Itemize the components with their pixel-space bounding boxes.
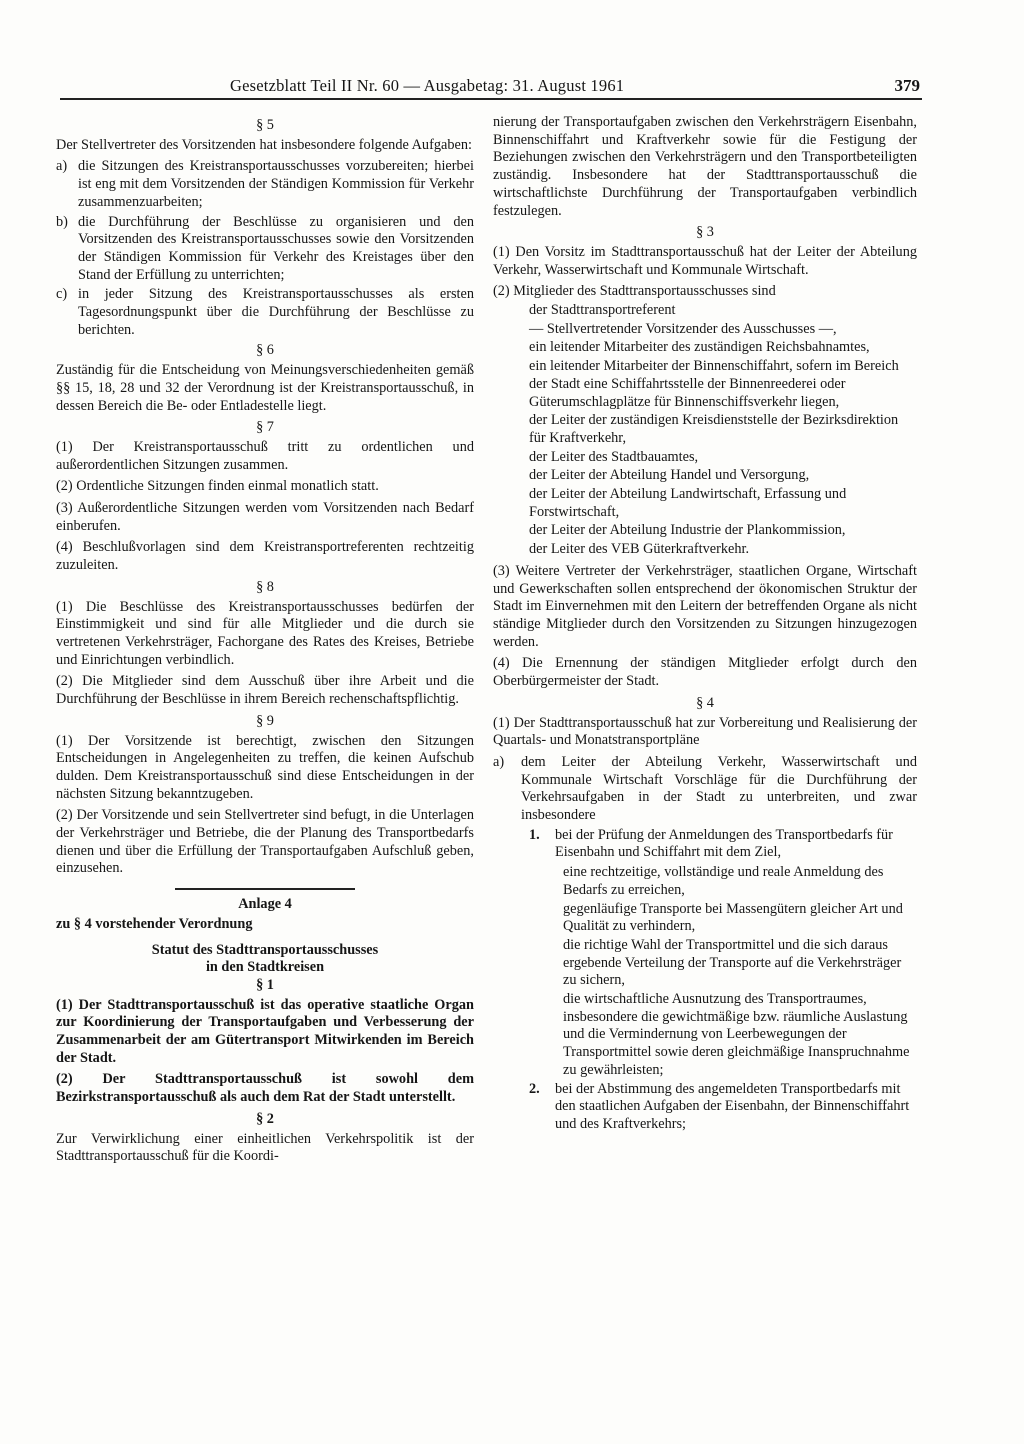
numbered-item: 1. bei der Prüfung der Anmeldungen des Transportbedarfs für Eisenbahn und Schiffahrt mit dem Ziel, bbox=[529, 826, 893, 861]
member-list-item: der Leiter der Abteilung Landwirtschaft, Erfassung und Forstwirtschaft, bbox=[529, 486, 847, 520]
header-title: Gesetzblatt Teil II Nr. 60 — Ausgabetag: 31. August 1961 bbox=[230, 76, 625, 95]
member-list-item: — Stellvertretender Vorsitzender des Ausschusses —, bbox=[529, 320, 837, 337]
section-2-continuation: nierung der Transportaufgaben zwischen den Verkehrsträgern Eisenbahn, Binnenschiffahrt und Kraftverkehr sowie für die Festigung der Beziehungen zwischen den Verkehrsträgern und den Transportbeteiligten zuständig. Insbesondere hat der Stadttransportausschuß die wirtschaftlichste Durchführung der Transportaufgaben verbindlich festzulegen. bbox=[493, 114, 917, 219]
list-item: a) die Sitzungen des Kreistransportausschusses vorzubereiten; hierbei ist eng mit dem Vorsitzenden der Ständigen Kommission für Verkehr zusammenzuarbeiten; bbox=[56, 158, 474, 210]
section-heading-6: § 6 bbox=[256, 342, 274, 359]
paragraph: (3) Außerordentliche Sitzungen werden vom Vorsitzenden nach Bedarf einberufen. bbox=[56, 500, 474, 534]
member-list-item: der Leiter des VEB Güterkraftverkehr. bbox=[529, 541, 750, 558]
anlage-title: Anlage 4 bbox=[238, 896, 292, 913]
goal-item: die wirtschaftliche Ausnutzung des Transportraumes, insbesondere die gewichtmäßige bzw. räumliche Auslastung und die Vermindernung von Leerbewegungen der Transportmittel sowie deren gleichmäßige Inanspruchnahme zu gewährleisten; bbox=[563, 991, 910, 1078]
paragraph: (2) Die Mitglieder sind dem Ausschuß über ihre Arbeit und die Durchführung der Beschlüsse in ihrem Bereich rechenschaftspflichtig. bbox=[56, 673, 474, 708]
anlage-reference: zu § 4 vorstehender Verordnung bbox=[56, 915, 253, 932]
right-column bbox=[493, 114, 917, 1136]
goal-item: gegenläufige Transporte bei Massengütern gleicher Art und Qualität zu verhindern, bbox=[563, 900, 903, 935]
left-column bbox=[56, 114, 474, 1170]
goal-item: eine rechtzeitige, vollständige und reale Anmeldung des Bedarfs zu erreichen, bbox=[563, 864, 884, 898]
member-list-item: der Leiter der Abteilung Industrie der Plankommission, bbox=[529, 522, 846, 539]
goal-item: die richtige Wahl der Transportmittel und die sich daraus ergebende Verteilung der Transporte auf die Verkehrsträger zu sichern, bbox=[563, 936, 902, 989]
numbered-item: 2. bei der Abstimmung des angemeldeten Transportbedarfs mit den staatlichen Aufgaben der Eisenbahn, der Binnenschiffahrt und des Kraftverkehrs; bbox=[529, 1080, 910, 1132]
page-number: 379 bbox=[894, 76, 920, 95]
section-heading-5: § 5 bbox=[256, 117, 274, 133]
paragraph: (1) Der Stadttransportausschuß ist das operative staatliche Organ zur Koordinierung der Transportaufgaben und Verbesserung der Zusammenarbeit der am Gütertransport Mitwirkenden im Bereich der Stadt. bbox=[56, 996, 474, 1066]
statute-title-line2: in den Stadtkreisen bbox=[205, 959, 325, 976]
paragraph: (4) Die Ernennung der ständigen Mitglieder erfolgt durch den Oberbürgermeister der Stadt. bbox=[493, 655, 917, 690]
section-heading-7: § 7 bbox=[256, 419, 274, 436]
section-heading-9: § 9 bbox=[256, 712, 274, 729]
paragraph: (3) Weitere Vertreter der Verkehrsträger, staatlichen Organe, Wirtschaft und Gewerkschaften sollen entsprechend der ökonomischen Struktur der Stadt im Einvernehmen mit den Leitern der betreffenden Organe als nicht ständige Mitglieder durch den Vorsitzenden zu Sitzungen hinzugezogen werden. bbox=[493, 562, 917, 650]
page-header bbox=[60, 74, 922, 100]
paragraph: (2) Der Stadttransportausschuß ist sowohl dem Bezirkstransportausschuß als auch dem Rat der Stadt unterstellt. bbox=[56, 1071, 474, 1106]
paragraph: (2) Der Vorsitzende und sein Stellvertreter sind befugt, in die Unterlagen der Verkehrsträger und Betriebe, die der Planung des Transportbedarfs dienen und über die Erfüllung der Transportaufgaben Aufschluß geben, einzusehen. bbox=[56, 807, 474, 877]
section-2-text-start: Zur Verwirklichung einer einheitlichen Verkehrspolitik ist der Stadttransportausschuß für die Koordi- bbox=[56, 1130, 474, 1165]
statute-title-line1: Statut des Stadttransportausschusses bbox=[151, 941, 379, 958]
member-list-item: der Leiter des Stadtbauamtes, bbox=[529, 448, 699, 465]
section-5-intro: Der Stellvertreter des Vorsitzenden hat insbesondere folgende Aufgaben: bbox=[56, 136, 472, 153]
anlage-section-heading-2: § 2 bbox=[256, 1110, 274, 1127]
paragraph: (1) Der Vorsitzende ist berechtigt, zwischen den Sitzungen Entscheidungen in Angelegenheiten zu treffen, die keinen Aufschub dulden. Dem Kreistransportausschuß sind diese Entscheidungen in der nächsten Sitzung bekanntzugeben. bbox=[56, 732, 474, 802]
paragraph: (4) Beschlußvorlagen sind dem Kreistransportreferenten rechtzeitig zuzuleiten. bbox=[56, 539, 474, 574]
divider bbox=[175, 888, 355, 890]
paragraph: (2) Ordentliche Sitzungen finden einmal monatlich statt. bbox=[56, 478, 379, 495]
paragraph: (1) Der Stadttransportausschuß hat zur Vorbereitung und Realisierung der Quartals- und Monatstransportpläne bbox=[493, 714, 917, 749]
list-item: c) in jeder Sitzung des Kreistransportausschusses als ersten Tagesordnungspunkt über die Durchführung der Beschlüsse zu berichten. bbox=[56, 286, 474, 338]
member-list-item: der Stadttransportreferent bbox=[529, 302, 676, 319]
list-item: a) dem Leiter der Abteilung Verkehr, Wasserwirtschaft und Kommunale Wirtschaft Vorschläge für die Durchführung der Verkehrsaufgaben in der Stadt zu unterbreiten, und zwar insbesondere bbox=[493, 753, 917, 824]
list-item: b) die Durchführung der Beschlüsse zu organisieren und den Vorsitzenden des Kreistransportausschusses sowie den Vorsitzenden der Ständigen Kommission für Verkehr des Kreistages über den Stand der Erfüllung zu unterrichten; bbox=[56, 213, 474, 283]
paragraph: (1) Der Kreistransportausschuß tritt zu ordentlichen und außerordentlichen Sitzungen zusammen. bbox=[56, 438, 474, 473]
member-list-item: der Leiter der zuständigen Kreisdienststelle der Bezirksdirektion für Kraftverkehr, bbox=[529, 412, 899, 446]
member-list-item: ein leitender Mitarbeiter der Binnenschiffahrt, sofern im Bereich der Stadt eine Schiffahrtsstelle der Binnenreederei oder Güterumschlagplätze für Binnenschiffsverkehr liegen, bbox=[529, 358, 899, 410]
paragraph: (1) Den Vorsitz im Stadttransportausschuß hat der Leiter der Abteilung Verkehr, Wasserwirtschaft und Kommunale Wirtschaft. bbox=[493, 243, 917, 278]
anlage-section-heading-3: § 3 bbox=[696, 224, 714, 241]
anlage-section-heading-4: § 4 bbox=[696, 694, 714, 711]
anlage-section-heading-1: § 1 bbox=[256, 976, 274, 993]
section-heading-8: § 8 bbox=[256, 578, 274, 595]
member-list-item: der Leiter der Abteilung Handel und Versorgung, bbox=[529, 467, 810, 484]
section-6-text: Zuständig für die Entscheidung von Meinungsverschiedenheiten gemäß §§ 15, 18, 28 und 32 der Verordnung ist der Kreistransportausschuß, in dessen Bereich die Be- oder Entladestelle liegt. bbox=[56, 362, 474, 414]
paragraph: (1) Die Beschlüsse des Kreistransportausschusses bedürfen der Einstimmigkeit und sind für alle Mitglieder und die durch sie vertretenen Verkehrsträger, Fachorgane des Rates des Kreises, Betriebe und Einrichtungen verbindlich. bbox=[56, 598, 474, 668]
member-list-item: ein leitender Mitarbeiter des zuständigen Reichsbahnamtes, bbox=[529, 339, 870, 356]
paragraph: (2) Mitglieder des Stadttransportausschusses sind bbox=[493, 283, 776, 300]
